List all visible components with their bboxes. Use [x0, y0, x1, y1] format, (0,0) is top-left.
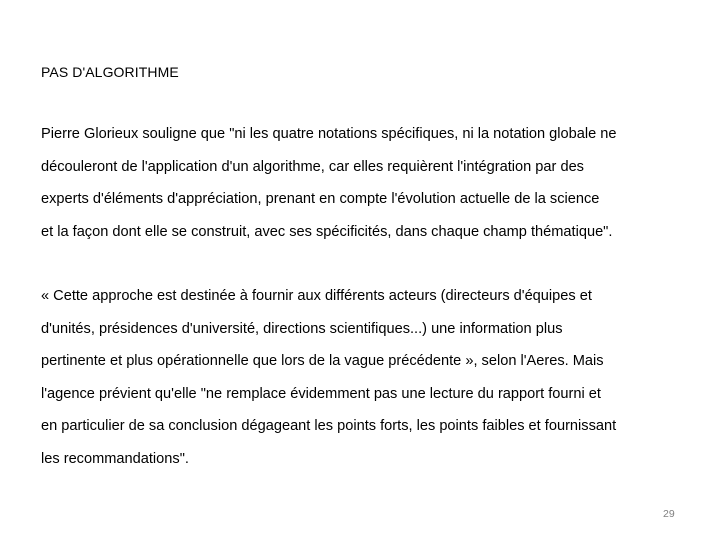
- slide-title: PAS D'ALGORITHME: [41, 64, 179, 80]
- paragraph-line: pertinente et plus opérationnelle que lors de la vague précédente », selon l'Aeres. Mais: [41, 353, 604, 369]
- paragraph-aeres-quote: [41, 280, 701, 475]
- paragraph-line: experts d'éléments d'appréciation, prenant en compte l'évolution actuelle de la science: [41, 191, 600, 207]
- paragraph-line: en particulier de sa conclusion dégageant les points forts, les points faibles et fournissant: [41, 418, 617, 434]
- paragraph-line: découleront de l'application d'un algorithme, car elles requièrent l'intégration par des: [41, 158, 584, 175]
- paragraph-line: Pierre Glorieux souligne que "ni les quatre notations spécifiques, ni la notation globale ne: [41, 126, 617, 142]
- paragraph-line: l'agence prévient qu'elle "ne remplace évidemment pas une lecture du rapport fourni et: [41, 385, 601, 402]
- paragraph-line: les recommandations".: [41, 450, 189, 467]
- paragraph-glorieux-quote: [41, 118, 701, 248]
- paragraph-line: d'unités, présidences d'université, directions scientifiques...) une information plus: [41, 320, 563, 337]
- page-number: 29: [663, 508, 675, 520]
- paragraph-line: et la façon dont elle se construit, avec ses spécificités, dans chaque champ thématique".: [41, 223, 613, 240]
- paragraph-line: « Cette approche est destinée à fournir aux différents acteurs (directeurs d'équipes et: [41, 288, 592, 304]
